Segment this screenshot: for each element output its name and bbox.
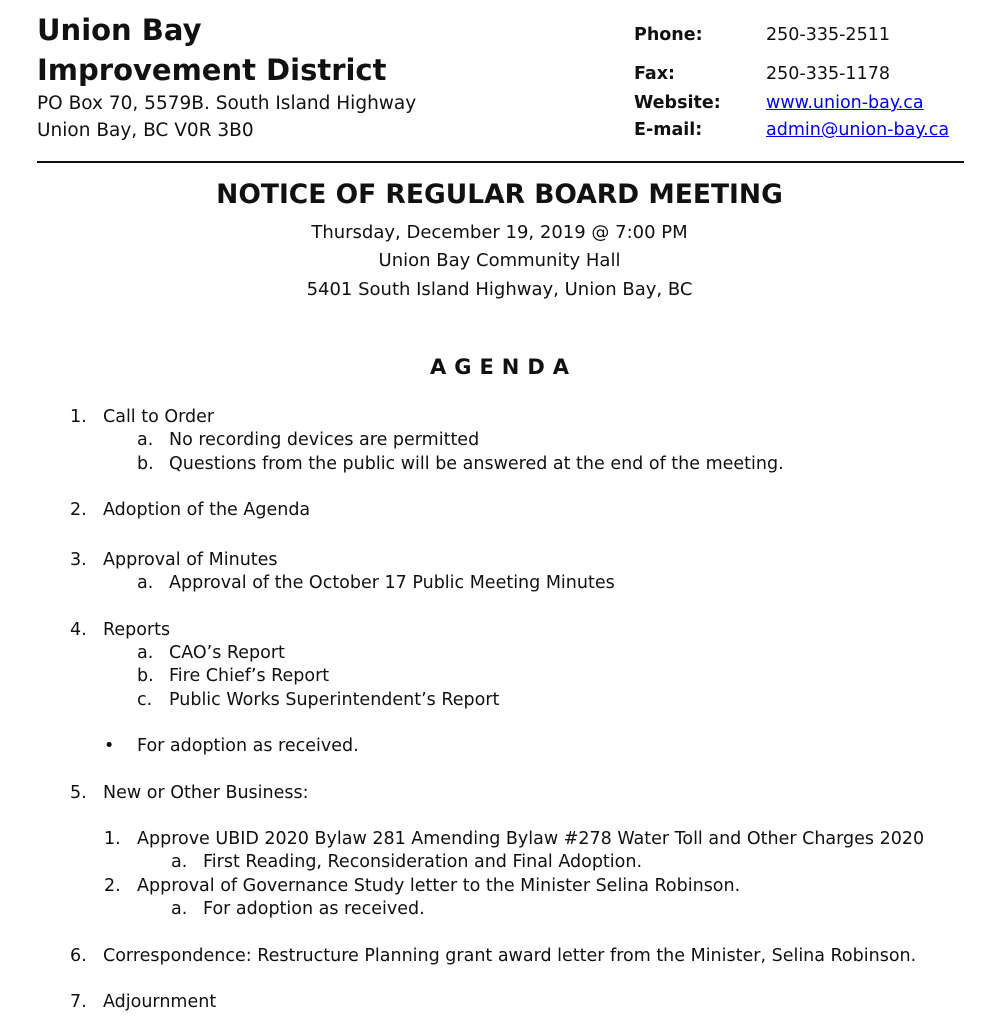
agenda-item-3-number: 3.: [70, 550, 87, 570]
header-divider: [37, 161, 964, 163]
org-name-line2: Improvement District: [37, 53, 387, 87]
agenda-item-6-text: Correspondence: Restructure Planning grant award letter from the Minister, Selina Robinson.: [103, 946, 917, 966]
bullet-icon: •: [104, 736, 115, 756]
agenda-subitem-4a-number: a.: [137, 643, 154, 663]
org-name-line1: Union Bay: [37, 13, 202, 47]
agenda-subitem-4c-text: Public Works Superintendent’s Report: [169, 690, 500, 710]
phone-value: 250-335-2511: [766, 25, 890, 45]
website-link[interactable]: www.union-bay.ca: [766, 93, 924, 113]
agenda-subitem-3a-text: Approval of the October 17 Public Meeting Minutes: [169, 573, 615, 593]
agenda-subitem-4b-text: Fire Chief’s Report: [169, 666, 330, 686]
agenda-item-4-bullet-text: For adoption as received.: [137, 736, 359, 756]
website-label: Website:: [634, 93, 721, 113]
agenda-heading: AGENDA: [429, 355, 578, 379]
agenda-item-2-number: 2.: [70, 500, 87, 520]
email-link[interactable]: admin@union-bay.ca: [766, 120, 950, 140]
notice-title: NOTICE OF REGULAR BOARD MEETING: [216, 179, 783, 210]
agenda-subitem-5-1a-text: First Reading, Reconsideration and Final Adoption.: [203, 852, 643, 872]
fax-value: 250-335-1178: [766, 64, 890, 84]
agenda-subitem-5-1a-number: a.: [171, 852, 188, 872]
address-line1: PO Box 70, 5579B. South Island Highway: [37, 93, 417, 114]
agenda-item-7-text: Adjournment: [103, 992, 217, 1012]
agenda-subitem-4c-number: c.: [137, 690, 153, 710]
agenda-subitem-3a-number: a.: [137, 573, 154, 593]
agenda-item-4-text: Reports: [103, 620, 171, 640]
agenda-item-6-number: 6.: [70, 946, 87, 966]
agenda-subitem-1a-number: a.: [137, 430, 154, 450]
address-line2: Union Bay, BC V0R 3B0: [37, 120, 254, 141]
agenda-item-4-number: 4.: [70, 620, 87, 640]
agenda-subitem-4a-text: CAO’s Report: [169, 643, 285, 663]
agenda-subitem-5-1-number: 1.: [104, 829, 121, 849]
agenda-subitem-4b-number: b.: [137, 666, 154, 686]
meeting-venue: Union Bay Community Hall: [378, 250, 621, 271]
agenda-subitem-5-2a-text: For adoption as received.: [203, 899, 425, 919]
agenda-subitem-5-2-text: Approval of Governance Study letter to the Minister Selina Robinson.: [137, 876, 741, 896]
agenda-item-7-number: 7.: [70, 992, 87, 1012]
fax-label: Fax:: [634, 64, 676, 84]
agenda-item-2-text: Adoption of the Agenda: [103, 500, 311, 520]
agenda-item-3-text: Approval of Minutes: [103, 550, 278, 570]
meeting-address: 5401 South Island Highway, Union Bay, BC: [306, 279, 693, 300]
agenda-item-5-text: New or Other Business:: [103, 783, 309, 803]
agenda-subitem-1a-text: No recording devices are permitted: [169, 430, 480, 450]
agenda-subitem-1b-number: b.: [137, 454, 154, 474]
agenda-item-1-text: Call to Order: [103, 407, 215, 427]
agenda-subitem-1b-text: Questions from the public will be answered at the end of the meeting.: [169, 454, 784, 474]
agenda-item-1-number: 1.: [70, 407, 87, 427]
email-label: E-mail:: [634, 120, 703, 140]
agenda-subitem-5-2-number: 2.: [104, 876, 121, 896]
meeting-date: Thursday, December 19, 2019 @ 7:00 PM: [311, 222, 688, 243]
agenda-subitem-5-2a-number: a.: [171, 899, 188, 919]
phone-label: Phone:: [634, 25, 703, 45]
agenda-item-5-number: 5.: [70, 783, 87, 803]
agenda-subitem-5-1-text: Approve UBID 2020 Bylaw 281 Amending Bylaw #278 Water Toll and Other Charges 2020: [137, 829, 925, 849]
